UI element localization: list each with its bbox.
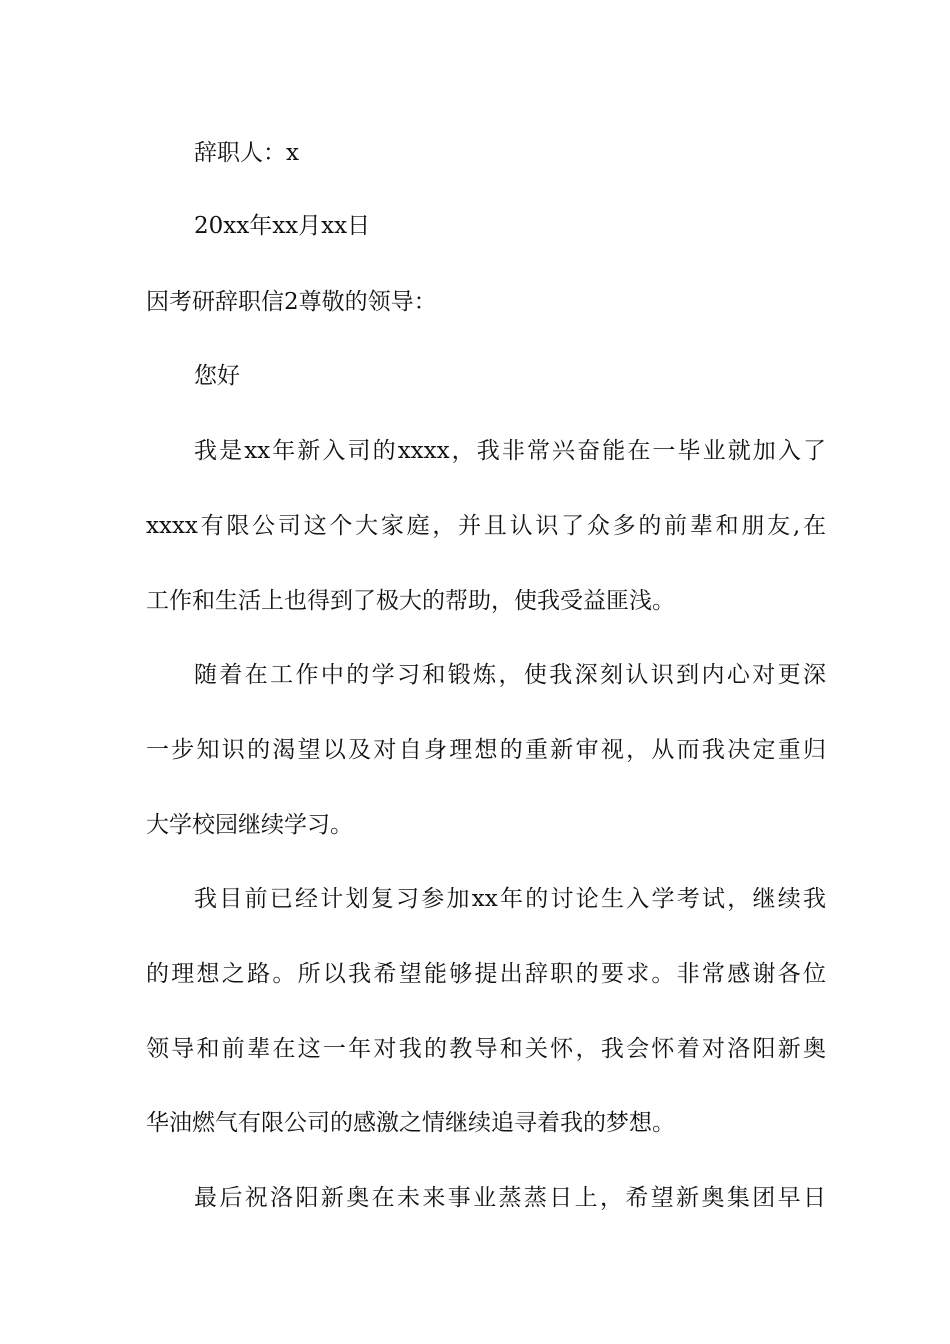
paragraph-3-line-1: 我目前已经计划复习参加xx年的讨论生入学考试，继续我: [194, 886, 826, 912]
paragraph-3-line-2: 的理想之路。所以我希望能够提出辞职的要求。非常感谢各位: [146, 961, 826, 987]
paragraph-2-line-3: 大学校园继续学习。: [146, 812, 353, 838]
greeting: 您好: [194, 363, 240, 389]
date-line: 20xx年xx月xx日: [194, 213, 371, 239]
paragraph-1-line-1: 我是xx年新入司的xxxx，我非常兴奋能在一毕业就加入了: [194, 438, 826, 464]
paragraph-2-line-1: 随着在工作中的学习和锻炼，使我深刻认识到内心对更深: [194, 662, 826, 688]
paragraph-3-line-4: 华油燃气有限公司的感激之情继续追寻着我的梦想。: [146, 1110, 675, 1136]
paragraph-4-line-1: 最后祝洛阳新奥在未来事业蒸蒸日上，希望新奥集团早日: [194, 1185, 826, 1211]
paragraph-3-line-3: 领导和前辈在这一年对我的教导和关怀，我会怀着对洛阳新奥: [146, 1036, 826, 1062]
paragraph-2-line-2: 一步知识的渴望以及对自身理想的重新审视，从而我决定重归: [146, 737, 826, 763]
letter-heading: 因考研辞职信2尊敬的领导：: [146, 289, 437, 315]
paragraph-1-line-3: 工作和生活上也得到了极大的帮助，使我受益匪浅。: [146, 588, 675, 614]
signature-line: 辞职人：x: [194, 140, 299, 166]
paragraph-1-line-2: xxxx有限公司这个大家庭，并且认识了众多的前辈和朋友,在: [146, 513, 826, 539]
